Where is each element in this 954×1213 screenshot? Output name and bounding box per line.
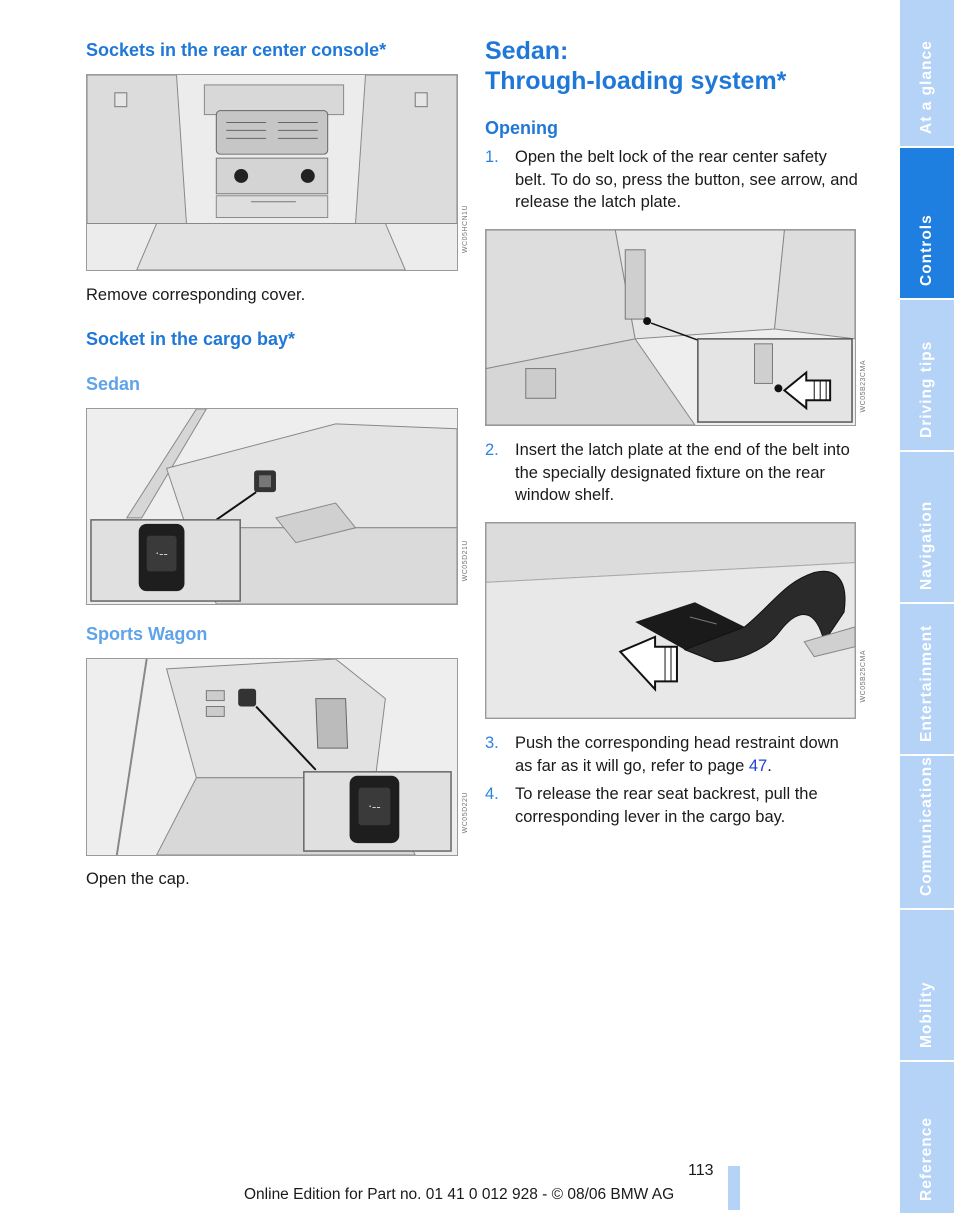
step-3-text-before: Push the corresponding head restraint down as far as it will go, refer to page: [515, 734, 839, 775]
tab-at-a-glance-label: At a glance: [918, 40, 935, 134]
tab-communications-label: Communications: [918, 756, 935, 896]
tab-controls-label: Controls: [918, 214, 935, 286]
wagon-figure-code: WC05D22U: [462, 792, 469, 834]
sedan-cargo-socket-illustration: [86, 408, 458, 605]
tab-driving-tips-label: Driving tips: [918, 340, 935, 438]
tab-reference-label: Reference: [918, 1117, 935, 1201]
tab-entertainment-label: Entertainment: [918, 624, 935, 742]
step-2-number: 2.: [485, 441, 499, 459]
step-3-text-after: .: [767, 756, 772, 775]
sports-wagon-subheading: Sports Wagon: [86, 624, 208, 644]
tab-reference[interactable]: [900, 1062, 954, 1213]
svg-text:·‑‑: ·‑‑: [368, 799, 381, 814]
step-2: [485, 439, 860, 509]
tab-controls[interactable]: [900, 148, 954, 298]
page-47-link[interactable]: 47: [748, 756, 768, 775]
tab-mobility[interactable]: [900, 910, 954, 1060]
step-4: [485, 783, 860, 829]
opening-heading: Opening: [485, 118, 558, 138]
step-3: [485, 732, 860, 778]
page-title: [485, 36, 786, 96]
step-3-number: 3.: [485, 734, 499, 752]
step-4-text: To release the rear seat backrest, pull the corresponding lever in the cargo bay.: [515, 785, 818, 826]
belt-lock-illustration: [485, 229, 856, 426]
tab-navigation-label: Navigation: [918, 500, 935, 590]
latch-plate-illustration: [485, 522, 856, 719]
rear-console-illustration: [86, 74, 458, 271]
tab-entertainment[interactable]: [900, 604, 954, 754]
step-1-text: Open the belt lock of the rear center safety belt. To do so, press the button, see arrow, and release the latch plate.: [515, 148, 858, 211]
tab-driving-tips[interactable]: [900, 300, 954, 450]
console-caption: Remove corresponding cover.: [86, 286, 306, 304]
page-title-line2: Through-loading system*: [485, 67, 787, 95]
tab-mobility-label: Mobility: [918, 981, 935, 1048]
console-figure-code: WC05HCN1U: [462, 205, 469, 254]
tab-navigation[interactable]: [900, 452, 954, 602]
svg-text:·‑‑: ·‑‑: [155, 546, 168, 561]
step-1-number: 1.: [485, 148, 499, 166]
latch-plate-figure-code: WC05B25CMA: [860, 650, 867, 703]
tab-communications[interactable]: [900, 756, 954, 908]
tab-at-a-glance[interactable]: [900, 0, 954, 146]
console-sockets-heading: Sockets in the rear center console*: [86, 40, 387, 60]
sedan-figure-code: WC05D21U: [462, 540, 469, 582]
belt-lock-figure-code: WC05B23CMA: [860, 360, 867, 413]
edition-footer: Online Edition for Part no. 01 41 0 012 928 - © 08/06 BMW AG: [244, 1186, 675, 1203]
step-1: [485, 146, 860, 216]
wagon-cargo-socket-illustration: [86, 658, 458, 856]
footer-marker: [728, 1166, 740, 1210]
cargo-caption: Open the cap.: [86, 870, 190, 888]
step-2-text: Insert the latch plate at the end of the belt into the specially designated fixture on the rear window shelf.: [515, 441, 850, 504]
step-3-text: [515, 732, 860, 777]
chapter-tabs: [900, 0, 954, 1213]
sedan-subheading: Sedan: [86, 374, 141, 394]
cargo-socket-heading: Socket in the cargo bay*: [86, 329, 296, 349]
page-title-line1: Sedan:: [485, 37, 569, 65]
step-4-number: 4.: [485, 785, 499, 803]
page-number: 113: [688, 1162, 714, 1179]
